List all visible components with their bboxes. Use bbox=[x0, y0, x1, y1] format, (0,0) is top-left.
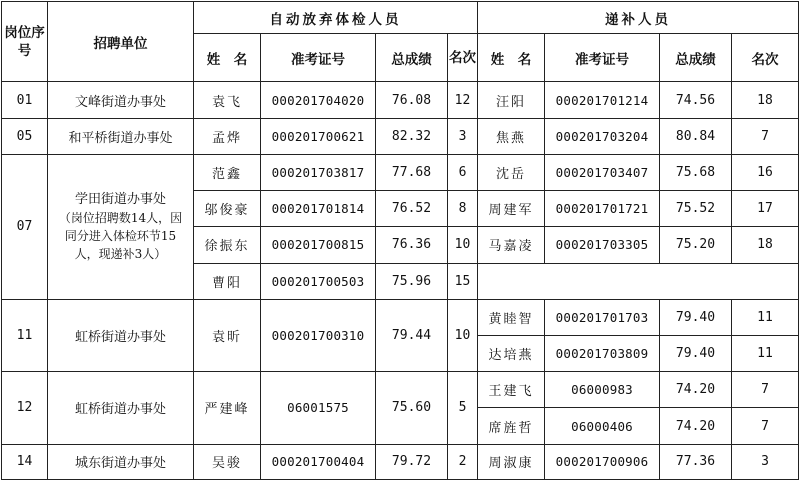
header-post-number: 岗位序号 bbox=[2, 2, 48, 82]
fill-exam-no: 000201703407 bbox=[545, 154, 660, 190]
fill-rank: 11 bbox=[732, 299, 799, 335]
abandon-exam-no: 000201700815 bbox=[261, 227, 376, 263]
abandon-name: 吴骏 bbox=[194, 444, 261, 479]
fill-score: 79.40 bbox=[660, 299, 732, 335]
header-abandon-group: 自动放弃体检人员 bbox=[194, 2, 478, 34]
fill-exam-no: 06000406 bbox=[545, 408, 660, 444]
post-number: 14 bbox=[2, 444, 48, 479]
abandon-score: 76.08 bbox=[376, 82, 448, 118]
abandon-score: 75.96 bbox=[376, 263, 448, 299]
fill-rank: 16 bbox=[732, 154, 799, 190]
abandon-score: 76.52 bbox=[376, 191, 448, 227]
fill-score: 75.68 bbox=[660, 154, 732, 190]
fill-exam-no: 000201701721 bbox=[545, 191, 660, 227]
abandon-exam-no: 000201704020 bbox=[261, 82, 376, 118]
fill-score: 74.20 bbox=[660, 372, 732, 408]
abandon-rank: 12 bbox=[448, 82, 478, 118]
fill-rank: 17 bbox=[732, 191, 799, 227]
fill-score: 75.20 bbox=[660, 227, 732, 263]
abandon-rank: 3 bbox=[448, 118, 478, 154]
fill-score: 80.84 bbox=[660, 118, 732, 154]
abandon-rank: 10 bbox=[448, 299, 478, 371]
unit-name: 虹桥街道办事处 bbox=[48, 299, 194, 371]
fill-rank: 18 bbox=[732, 82, 799, 118]
abandon-rank: 8 bbox=[448, 191, 478, 227]
fill-exam-no: 000201700906 bbox=[545, 444, 660, 479]
header-abandon-exam-no: 准考证号 bbox=[261, 34, 376, 82]
empty-fill-cell bbox=[478, 263, 799, 299]
abandon-score: 79.44 bbox=[376, 299, 448, 371]
fill-name: 黄睦智 bbox=[478, 299, 545, 335]
fill-exam-no: 000201701703 bbox=[545, 299, 660, 335]
abandon-rank: 6 bbox=[448, 154, 478, 190]
post-number: 07 bbox=[2, 154, 48, 299]
unit-cell bbox=[48, 154, 194, 299]
post-number: 01 bbox=[2, 82, 48, 118]
table-row bbox=[2, 444, 799, 479]
unit-name: 文峰街道办事处 bbox=[48, 82, 194, 118]
fill-score: 74.20 bbox=[660, 408, 732, 444]
abandon-exam-no: 000201701814 bbox=[261, 191, 376, 227]
abandon-name: 范鑫 bbox=[194, 154, 261, 190]
abandon-score: 76.36 bbox=[376, 227, 448, 263]
abandon-name: 袁昕 bbox=[194, 299, 261, 371]
fill-rank: 18 bbox=[732, 227, 799, 263]
header-fill-name: 姓 名 bbox=[478, 34, 545, 82]
fill-rank: 7 bbox=[732, 372, 799, 408]
fill-name: 马嘉凌 bbox=[478, 227, 545, 263]
fill-name: 周淑康 bbox=[478, 444, 545, 479]
abandon-score: 77.68 bbox=[376, 154, 448, 190]
fill-name: 席旌哲 bbox=[478, 408, 545, 444]
header-unit: 招聘单位 bbox=[48, 2, 194, 82]
fill-name: 王建飞 bbox=[478, 372, 545, 408]
replacement-table bbox=[1, 1, 799, 480]
unit-note: （岗位招聘数14人，因同分进入体检环节15人，现递补3人） bbox=[58, 210, 183, 261]
unit-name: 学田街道办事处 bbox=[74, 191, 166, 207]
abandon-name: 严建峰 bbox=[194, 372, 261, 444]
fill-rank: 7 bbox=[732, 118, 799, 154]
fill-rank: 11 bbox=[732, 336, 799, 372]
abandon-score: 75.60 bbox=[376, 372, 448, 444]
abandon-exam-no: 000201700503 bbox=[261, 263, 376, 299]
unit-name: 城东街道办事处 bbox=[48, 444, 194, 479]
post-number: 12 bbox=[2, 372, 48, 444]
abandon-exam-no: 000201703817 bbox=[261, 154, 376, 190]
fill-exam-no: 06000983 bbox=[545, 372, 660, 408]
fill-exam-no: 000201703809 bbox=[545, 336, 660, 372]
post-number: 05 bbox=[2, 118, 48, 154]
abandon-rank: 5 bbox=[448, 372, 478, 444]
fill-exam-no: 000201701214 bbox=[545, 82, 660, 118]
abandon-exam-no: 000201700310 bbox=[261, 299, 376, 371]
header-fill-score: 总成绩 bbox=[660, 34, 732, 82]
table-row bbox=[2, 299, 799, 335]
abandon-name: 袁飞 bbox=[194, 82, 261, 118]
table-row bbox=[2, 82, 799, 118]
fill-score: 79.40 bbox=[660, 336, 732, 372]
abandon-name: 邬俊豪 bbox=[194, 191, 261, 227]
post-number: 11 bbox=[2, 299, 48, 371]
table-row bbox=[2, 372, 799, 408]
abandon-rank: 2 bbox=[448, 444, 478, 479]
fill-rank: 7 bbox=[732, 408, 799, 444]
header-fill-rank: 名次 bbox=[732, 34, 799, 82]
abandon-exam-no: 000201700404 bbox=[261, 444, 376, 479]
table-row bbox=[2, 154, 799, 190]
header-fill-exam-no: 准考证号 bbox=[545, 34, 660, 82]
header-fill-group: 递补人员 bbox=[478, 2, 799, 34]
abandon-exam-no: 000201700621 bbox=[261, 118, 376, 154]
abandon-score: 82.32 bbox=[376, 118, 448, 154]
fill-name: 达培燕 bbox=[478, 336, 545, 372]
fill-name: 沈岳 bbox=[478, 154, 545, 190]
abandon-rank: 15 bbox=[448, 263, 478, 299]
abandon-name: 徐振东 bbox=[194, 227, 261, 263]
abandon-name: 孟烨 bbox=[194, 118, 261, 154]
header-abandon-rank: 名次 bbox=[448, 34, 478, 82]
unit-name: 和平桥街道办事处 bbox=[48, 118, 194, 154]
header-abandon-name: 姓 名 bbox=[194, 34, 261, 82]
abandon-exam-no: 06001575 bbox=[261, 372, 376, 444]
fill-name: 周建军 bbox=[478, 191, 545, 227]
abandon-rank: 10 bbox=[448, 227, 478, 263]
abandon-score: 79.72 bbox=[376, 444, 448, 479]
unit-name: 虹桥街道办事处 bbox=[48, 372, 194, 444]
fill-score: 74.56 bbox=[660, 82, 732, 118]
fill-score: 77.36 bbox=[660, 444, 732, 479]
fill-score: 75.52 bbox=[660, 191, 732, 227]
table-row bbox=[2, 118, 799, 154]
fill-exam-no: 000201703204 bbox=[545, 118, 660, 154]
abandon-name: 曹阳 bbox=[194, 263, 261, 299]
fill-name: 汪阳 bbox=[478, 82, 545, 118]
fill-exam-no: 000201703305 bbox=[545, 227, 660, 263]
fill-rank: 3 bbox=[732, 444, 799, 479]
header-abandon-score: 总成绩 bbox=[376, 34, 448, 82]
fill-name: 焦燕 bbox=[478, 118, 545, 154]
